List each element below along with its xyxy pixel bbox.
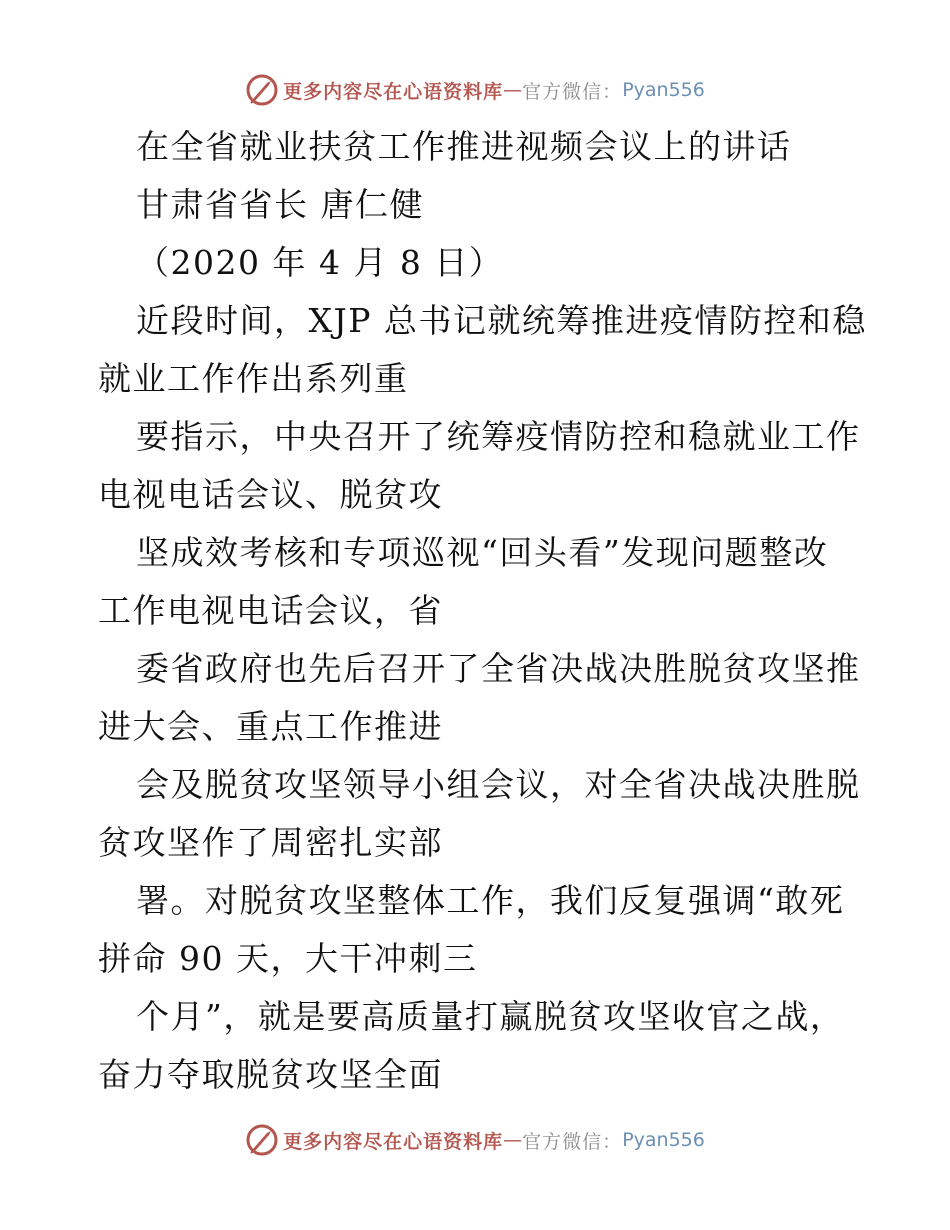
text-line: 会及脱贫攻坚领导小组会议，对全省决战决胜脱 (136, 765, 861, 804)
text-line: 近段时间，XJP 总书记就统筹推进疫情防控和稳 (136, 301, 867, 340)
text-line: 要指示，中央召开了统筹疫情防控和稳就业工作 (136, 417, 861, 456)
header-watermark (0, 70, 950, 110)
watermark-sub-text: 官方微信： (522, 1130, 623, 1153)
quill-logo-icon (245, 1123, 279, 1157)
text-line: 奋力夺取脱贫攻坚全面 (98, 1055, 443, 1094)
watermark-wechat-id: Pyan556 (622, 1129, 705, 1151)
document-body (98, 118, 867, 1104)
text-line: 电视电话会议、脱贫攻 (98, 475, 443, 514)
watermark-wechat-id: Pyan556 (622, 79, 705, 101)
document-author: 甘肃省省长 唐仁健 (136, 185, 424, 224)
watermark-dash: — (503, 79, 523, 101)
text-line: 署。对脱贫攻坚整体工作，我们反复强调“敢死 (136, 881, 845, 920)
text-line: 贫攻坚作了周密扎实部 (98, 823, 443, 862)
text-line: 拼命 90 天，大干冲刺三 (98, 939, 478, 978)
footer-watermark (0, 1120, 950, 1160)
text-line: 坚成效考核和专项巡视“回头看”发现问题整改 (136, 533, 829, 572)
watermark-sub-text: 官方微信： (522, 80, 623, 103)
text-line: 个月”，就是要高质量打赢脱贫攻坚收官之战， (136, 997, 845, 1036)
document-date: （2020 年 4 月 8 日） (136, 243, 504, 282)
quill-logo-icon (245, 73, 279, 107)
watermark-main-text: 更多内容尽在心语资料库 (283, 80, 504, 103)
text-line: 进大会、重点工作推进 (98, 707, 443, 746)
text-line: 就业工作作出系列重 (98, 359, 409, 398)
text-line: 工作电视电话会议，省 (98, 591, 443, 630)
document-title: 在全省就业扶贫工作推进视频会议上的讲话 (136, 127, 792, 166)
text-line: 委省政府也先后召开了全省决战决胜脱贫攻坚推 (136, 649, 861, 688)
watermark-main-text: 更多内容尽在心语资料库 (283, 1130, 504, 1153)
watermark-dash: — (503, 1129, 523, 1151)
